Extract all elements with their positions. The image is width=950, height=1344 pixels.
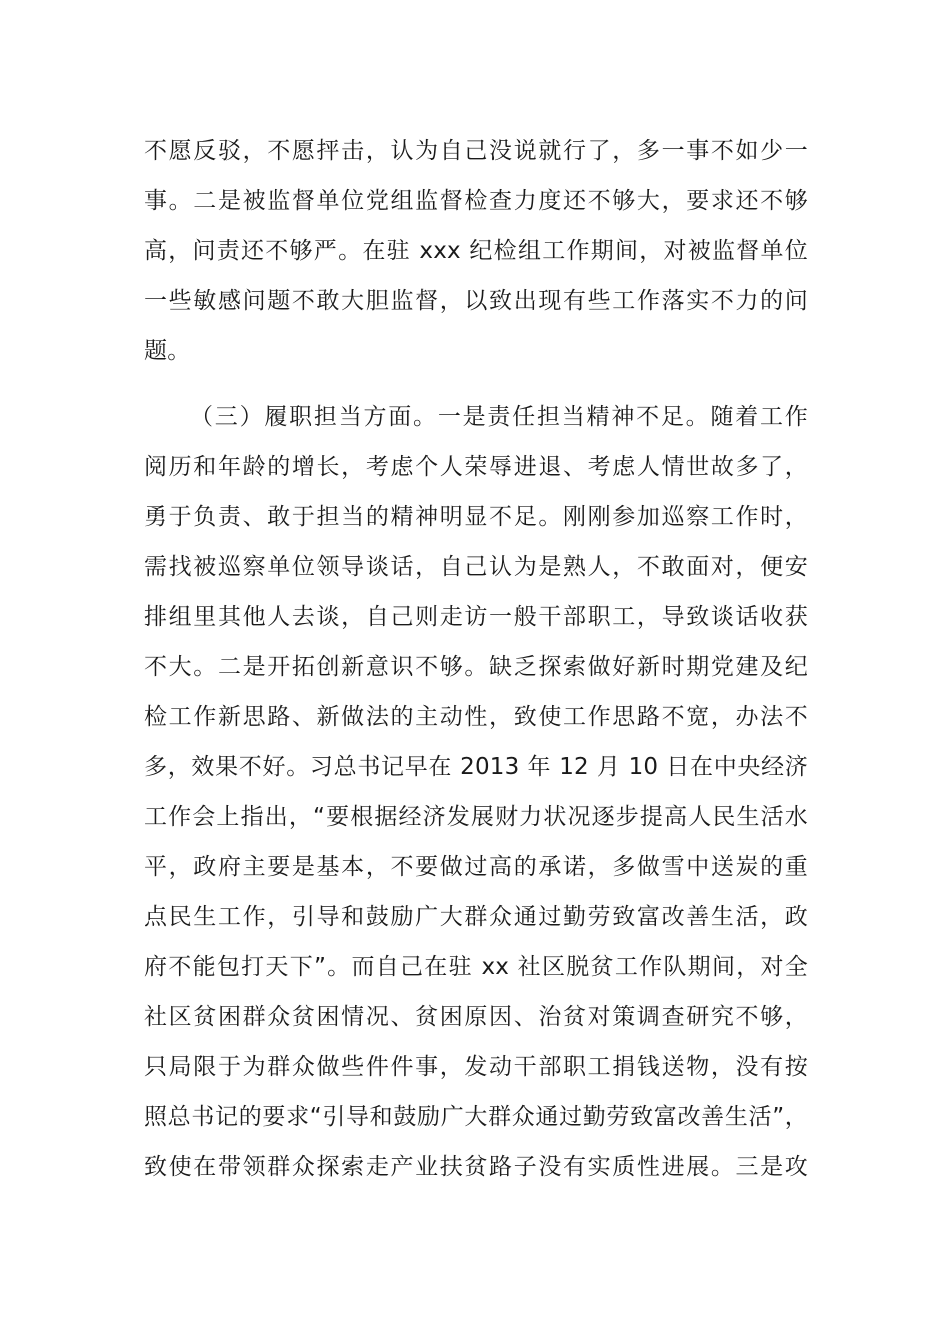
text-line: 不愿反驳，不愿抨击，认为自己没说就行了，多一事不如少一 [144,138,808,164]
text-line: 点民生工作，引导和鼓励广大群众通过勤劳致富改善生活，政 [144,904,808,930]
paragraph-1 [144,126,808,376]
text-line: 事。二是被监督单位党组监督检查力度还不够大，要求还不够 [144,188,808,214]
document-body [144,126,808,1192]
text-line: 题。 [144,338,191,364]
text-line: 排组里其他人去谈，自己则走访一般干部职工，导致谈话收获 [144,604,808,630]
text-line: 阅历和年龄的增长，考虑个人荣辱进退、考虑人情世故多了， [144,454,808,480]
text-line: 勇于负责、敢于担当的精神明显不足。刚刚参加巡察工作时， [144,504,808,530]
text-line: 一些敏感问题不敢大胆监督，以致出现有些工作落实不力的问 [144,288,808,314]
text-line: 工作会上指出，“要根据经济发展财力状况逐步提高人民生活水 [144,804,808,830]
text-line: 致使在带领群众探索走产业扶贫路子没有实质性进展。三是攻 [144,1154,808,1180]
text-line: 多，效果不好。习总书记早在 2013 年 12 月 10 日在中央经济 [144,754,808,780]
text-line: 社区贫困群众贫困情况、贫困原因、治贫对策调查研究不够， [144,1004,808,1030]
text-line: 不大。二是开拓创新意识不够。缺乏探索做好新时期党建及纪 [144,654,808,680]
text-line-indented: （三）履职担当方面。一是责任担当精神不足。随着工作 [190,404,808,430]
text-line: 需找被巡察单位领导谈话，自己认为是熟人，不敢面对，便安 [144,554,808,580]
text-line: 检工作新思路、新做法的主动性，致使工作思路不宽，办法不 [144,704,808,730]
text-line: 平，政府主要是基本，不要做过高的承诺，多做雪中送炭的重 [144,854,808,880]
paragraph-gap [144,376,808,392]
text-line: 照总书记的要求“引导和鼓励广大群众通过勤劳致富改善生活”， [144,1104,808,1130]
paragraph-2 [144,392,808,1192]
text-line: 府不能包打天下”。而自己在驻 xx 社区脱贫工作队期间，对全 [144,954,808,980]
text-line: 高，问责还不够严。在驻 xxx 纪检组工作期间，对被监督单位 [144,238,808,264]
text-line: 只局限于为群众做些件件事，发动干部职工捐钱送物，没有按 [144,1054,808,1080]
